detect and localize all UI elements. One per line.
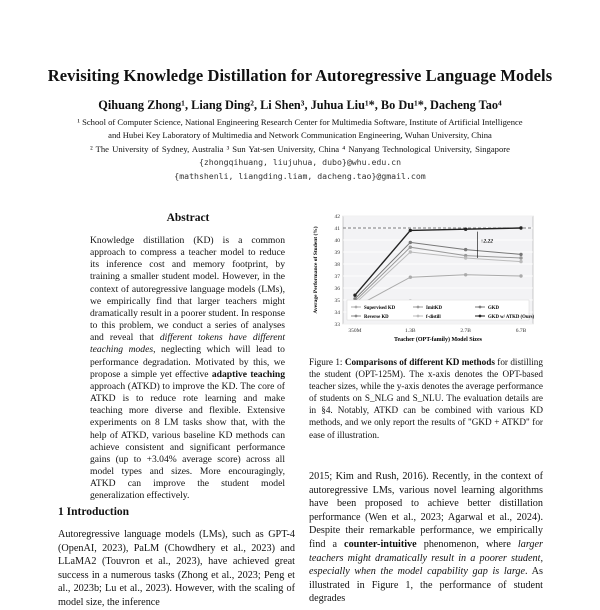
data-point	[464, 256, 467, 259]
data-point	[464, 248, 467, 251]
legend-label: GKD	[488, 306, 499, 311]
data-point	[409, 241, 412, 244]
data-point	[519, 253, 522, 256]
legend-marker	[417, 315, 420, 318]
figure-1-chart	[305, 210, 545, 350]
legend-marker	[417, 306, 420, 309]
y-tick-label: 41	[334, 226, 340, 232]
paper-title: Revisiting Knowledge Distillation for Autoregressive Language Models	[47, 66, 553, 85]
y-tick-label: 34	[334, 310, 340, 316]
legend-marker	[355, 306, 358, 309]
gain-annotation: ↑2.22	[480, 238, 494, 245]
data-point	[409, 246, 412, 249]
introduction-text: Autoregressive language models (LMs), such as GPT-4 (OpenAI, 2023), PaLM (Chowdhery et al., 2023) and LLaMA2 (Touvron et al., 2023), have achieved great success in a numerous tasks (Zhong et al., 2023; Peng et al., 2023b; Lu et al., 2023). However, with the scaling of model size, the inference	[58, 529, 295, 608]
x-axis-label: Teacher (OPT-family) Model Sizes	[394, 337, 482, 343]
data-point	[409, 276, 412, 279]
abstract-heading: Abstract	[166, 212, 210, 224]
data-point	[464, 228, 467, 231]
y-tick-label: 33	[334, 322, 340, 328]
abstract-body: Knowledge distillation (KD) is a common approach to compress a teacher model to reduce its inference cost and memory footprint, by training a smaller student model. However, in the context of autoregressive language models (LMs), we empirically find that larger teachers might dramatically result in a poorer student. In response to this problem, we conduct a series of analyses and reveal that different tokens have different teaching modes, neglecting which will lead to performance degradation. Motivated by this, we propose a simple yet effective adaptive teaching approach (ATKD) to improve the KD. The core of ATKD is to reduce rote learning and make teaching more diverse and flexible. Extensive experiments on 8 LM tasks show that, with the help of ATKD, various baseline KD methods can achieve consistent and significant performance gains (up to +3.04% average score) across all model types and sizes. More encouragingly, ATKD can improve the student model generalization effectively.	[90, 235, 285, 502]
figure-caption: Figure 1: Comparisons of different KD methods for distilling the student (OPT-125M). The x-axis denotes the OPT-based teacher sizes, while the y-axis denotes the average performance of students on S_NLG and S_NLU. The evaluation details are in §4. Notably, ATKD can be combined with various KD methods, and we only report the results of "GKD + ATKD" for ease of illustration.	[309, 357, 543, 440]
y-tick-label: 39	[334, 250, 340, 256]
y-axis-label: Average Performance of Student (%)	[313, 226, 319, 314]
x-tick-label: 6.7B	[515, 328, 527, 334]
legend-label: Supervised KD	[364, 306, 396, 311]
right-column-text: 2015; Kim and Rush, 2016). Recently, in the context of autoregressive LMs, various novel learning algorithms have been proposed to achieve better distillation performance (Wen et al., 2023; Agarwal et al., 2024). Despite their remarkable performance, we empirically find a counter-intuitive phenomenon, where larger teachers might dramatically result in a poorer student, especially when the model capability gap is large. As illustrated in Figure 1, the performance of student degrades	[309, 471, 543, 605]
legend-marker	[479, 315, 482, 318]
y-tick-label: 35	[334, 298, 340, 304]
data-point	[519, 260, 522, 263]
legend-label: f-distill	[426, 315, 441, 320]
legend-marker	[355, 315, 358, 318]
legend-label: GKD w/ ATKD (Ours)	[488, 315, 535, 320]
section-heading-introduction: 1 Introduction	[58, 506, 130, 518]
x-tick-label: 2.7B	[460, 328, 471, 334]
x-tick-label: 350M	[348, 328, 362, 334]
data-point	[464, 273, 467, 276]
y-tick-label: 40	[334, 238, 340, 244]
y-tick-label: 37	[334, 274, 340, 280]
y-tick-label: 36	[334, 286, 340, 292]
email-line-1: {zhongqihuang, liujuhua, dubo}@whu.edu.cn	[198, 157, 402, 167]
data-point	[519, 274, 522, 277]
legend-marker	[479, 306, 482, 309]
legend-label: ImitKD	[426, 306, 442, 311]
email-line-2: {mathshenli, liangding.liam, dacheng.tao}@gmail.com	[174, 171, 426, 181]
affiliation-line-3: ² The University of Sydney, Australia ³ Sun Yat-sen University, China ⁴ Nanyang Technological University, Singapore	[90, 144, 510, 154]
data-point	[519, 226, 522, 229]
data-point	[353, 294, 356, 297]
affiliation-line-1: ¹ School of Computer Science, National Engineering Research Center for Multimedia Software, Institute of Artificial Intelligence	[77, 117, 523, 127]
author-list: Qihuang Zhong¹, Liang Ding², Li Shen³, Juhua Liu¹*, Bo Du¹*, Dacheng Tao⁴	[98, 98, 502, 112]
data-point	[409, 229, 412, 232]
data-point	[409, 250, 412, 253]
data-point	[519, 256, 522, 259]
legend-label: Reverse KD	[364, 315, 389, 320]
x-tick-label: 1.3B	[405, 328, 416, 334]
affiliation-line-2: and Hubei Key Laboratory of Multimedia and Network Communication Engineering, Wuhan University, China	[108, 130, 492, 140]
y-tick-label: 42	[334, 214, 340, 220]
y-tick-label: 38	[334, 262, 340, 268]
